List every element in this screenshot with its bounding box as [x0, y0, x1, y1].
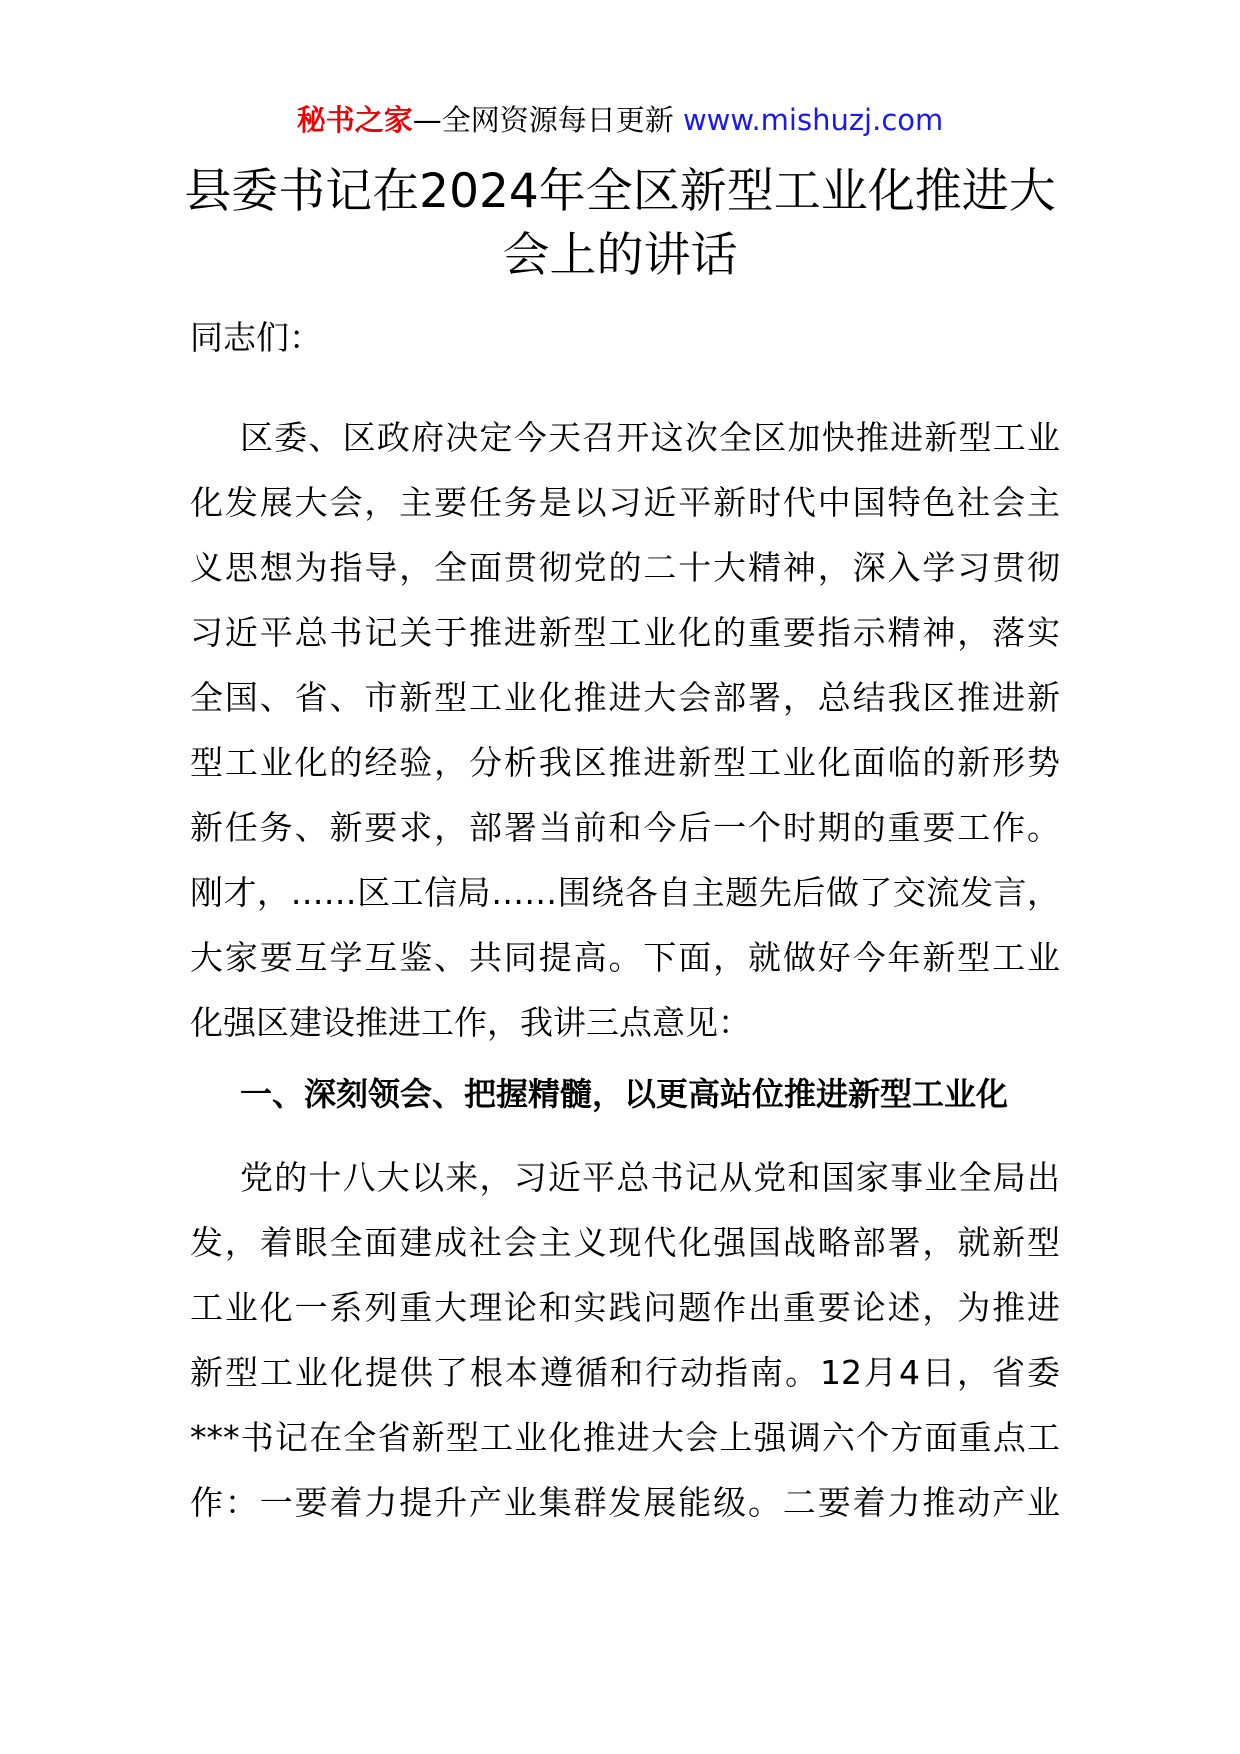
header-tagline: —全网资源每日更新 [412, 103, 674, 137]
document-title [130, 160, 1110, 288]
paragraph-line: 刚才，……区工信局……围绕各自主题先后做了交流发言， [190, 873, 1060, 912]
salutation: 同志们： [190, 318, 322, 357]
paragraph-line: 新型工业化提供了根本遵循和行动指南。12月4日，省委 [190, 1353, 1060, 1392]
paragraph-line: 义思想为指导，全面贯彻党的二十大精神，深入学习贯彻 [190, 548, 1060, 587]
brand-name: 秘书之家 [296, 103, 413, 137]
paragraph-line: 发，着眼全面建成社会主义现代化强国战略部署，就新型 [190, 1223, 1060, 1262]
title-line-2: 会上的讲话 [502, 228, 738, 283]
paragraph-line: ***书记在全省新型工业化推进大会上强调六个方面重点工 [190, 1418, 1060, 1457]
paragraph-line: 工业化一系列重大理论和实践问题作出重要论述，为推进 [190, 1288, 1060, 1327]
paragraph-line: 新任务、新要求，部署当前和今后一个时期的重要工作。 [190, 808, 1060, 847]
paragraph-intro [190, 405, 1060, 1055]
site-header [0, 100, 1240, 140]
paragraph-line: 化强区建设推进工作，我讲三点意见： [190, 1003, 751, 1042]
paragraph-line: 区委、区政府决定今天召开这次全区加快推进新型工业 [240, 418, 1060, 457]
title-line-1: 县委书记在2024年全区新型工业化推进大 [184, 164, 1056, 219]
paragraph-line: 全国、省、市新型工业化推进大会部署，总结我区推进新 [190, 678, 1060, 717]
paragraph-line: 化发展大会，主要任务是以习近平新时代中国特色社会主 [190, 483, 1060, 522]
paragraph-line: 党的十八大以来，习近平总书记从党和国家事业全局出 [240, 1158, 1060, 1197]
paragraph-line: 作：一要着力提升产业集群发展能级。二要着力推动产业 [190, 1483, 1060, 1522]
paragraph-section1 [190, 1145, 1060, 1535]
site-url-link[interactable]: www.mishuzj.com [682, 103, 944, 137]
paragraph-line: 大家要互学互鉴、共同提高。下面，就做好今年新型工业 [190, 938, 1060, 977]
paragraph-line: 型工业化的经验，分析我区推进新型工业化面临的新形势 [190, 743, 1060, 782]
section-heading-1: 一、深刻领会、把握精髓，以更高站位推进新型工业化 [240, 1075, 1009, 1113]
paragraph-line: 习近平总书记关于推进新型工业化的重要指示精神，落实 [190, 613, 1060, 652]
